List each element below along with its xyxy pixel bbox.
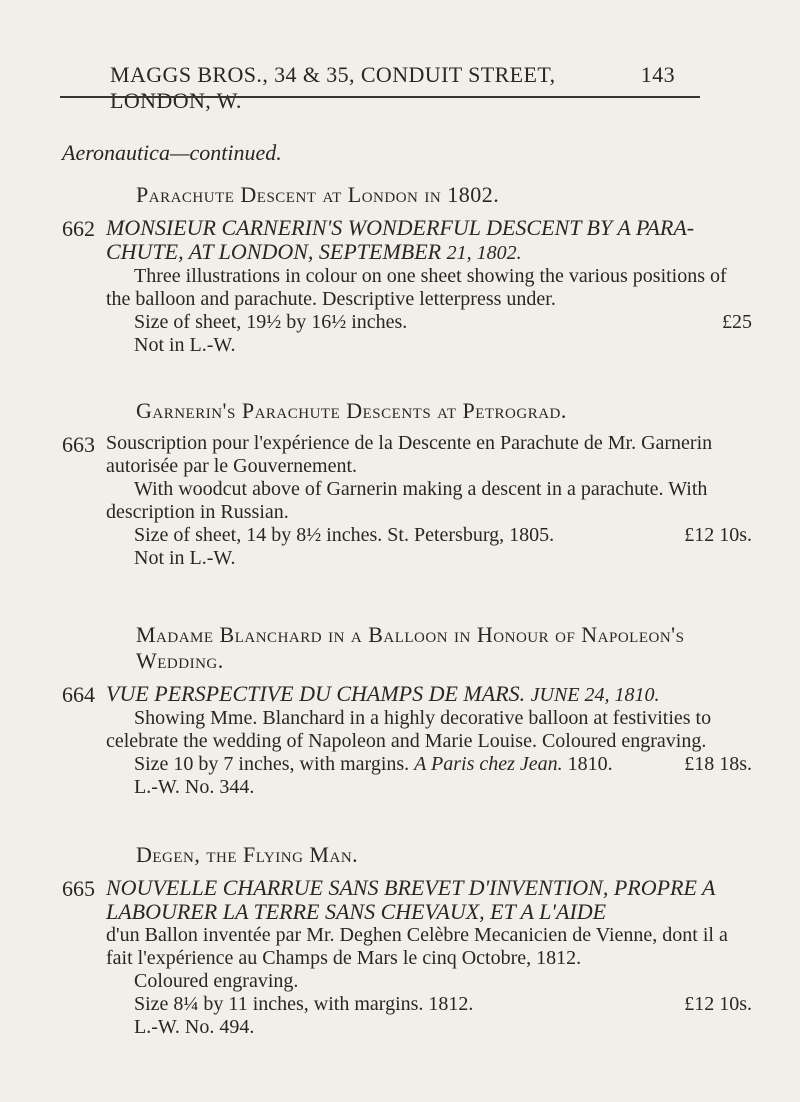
entry-number: 665 xyxy=(62,876,95,901)
entry-reference: Not in L.-W. xyxy=(134,334,236,356)
running-head-text: MAGGS BROS., 34 & 35, CONDUIT STREET, LONDON, W. xyxy=(110,62,556,113)
entry-number: 662 xyxy=(62,216,95,241)
entry-heading: Madame Blanchard in a Balloon in Honour of Napoleon's Wedding. xyxy=(136,622,685,673)
entry-heading: Degen, the Flying Man. xyxy=(136,842,359,867)
entry-heading: Parachute Descent at London in 1802. xyxy=(136,182,500,207)
entry-number: 664 xyxy=(62,682,95,707)
catalogue-entry xyxy=(62,842,752,1039)
entry-description: With woodcut above of Garnerin making a descent in a parachute. With description in Russian. xyxy=(106,478,708,523)
entry-description: Coloured engraving. xyxy=(134,970,299,992)
running-head xyxy=(110,62,675,114)
entry-imprint: A Paris chez Jean. xyxy=(414,753,563,775)
entry-title: VUE PERSPECTIVE DU CHAMPS DE MARS. JUNE 24, 1810. xyxy=(106,681,660,706)
entry-title-tail: d'un Ballon inventée par Mr. Deghen Celèbre Mecanicien de Vienne, dont il a fait l'expérience au Champs de Mars le cinq Octobre, 1812. xyxy=(106,924,728,969)
entry-title: MONSIEUR CARNERIN'S WONDERFUL DESCENT BY A PARA-CHUTE, AT LONDON, SEPTEMBER 21, 1802. xyxy=(106,215,695,264)
catalogue-entry xyxy=(62,622,752,799)
entry-size: Size of sheet, 19½ by 16½ inches. xyxy=(134,311,408,333)
catalogue-entry xyxy=(62,182,752,357)
entry-description: Three illustrations in colour on one sheet showing the various positions of the balloon and parachute. Descriptive letterpress under. xyxy=(106,265,727,310)
section-title: Aeronautica—continued. xyxy=(62,140,282,165)
entry-size: Size 8¼ by 11 inches, with margins. 1812. xyxy=(134,993,474,1015)
header-rule xyxy=(60,96,700,98)
entry-reference: L.-W. No. 344. xyxy=(134,776,255,798)
entry-size: Size of sheet, 14 by 8½ inches. St. Petersburg, 1805. xyxy=(134,524,555,546)
entry-reference: L.-W. No. 494. xyxy=(134,1016,255,1038)
entry-year: 1810. xyxy=(567,753,613,775)
catalogue-entry xyxy=(62,398,752,570)
entry-price: £18 18s. xyxy=(684,753,752,775)
entry-price: £12 10s. xyxy=(684,993,752,1015)
entry-reference: Not in L.-W. xyxy=(134,547,236,569)
entry-number: 663 xyxy=(62,432,95,457)
entry-price: £25 xyxy=(722,311,752,333)
entry-description: Showing Mme. Blanchard in a highly decorative balloon at festivities to celebrate the wedding of Napoleon and Marie Louise. Coloured engraving. xyxy=(106,707,712,752)
entry-title: NOUVELLE CHARRUE SANS BREVET D'INVENTION, PROPRE A LABOURER LA TERRE SANS CHEVAUX, ET A L'AIDE xyxy=(106,875,716,924)
entry-price: £12 10s. xyxy=(684,524,752,546)
entry-heading: Garnerin's Parachute Descents at Petrograd. xyxy=(136,398,567,423)
entry-title: Souscription pour l'expérience de la Descente en Parachute de Mr. Garnerin autorisée par le Gouvernement. xyxy=(106,432,713,477)
page-number: 143 xyxy=(640,62,675,87)
entry-title-tail: JUNE 24, 1810. xyxy=(530,684,660,706)
entry-title-tail: 21, 1802. xyxy=(446,242,522,264)
entry-size: Size 10 by 7 inches, with margins. xyxy=(134,753,410,775)
